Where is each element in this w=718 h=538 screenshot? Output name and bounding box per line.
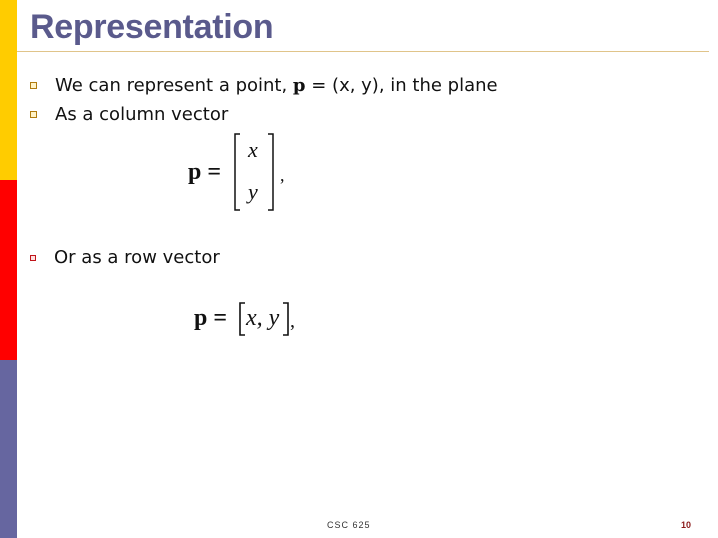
bullet-text-part: We can represent a point, — [55, 75, 293, 96]
bullet-text — [55, 75, 498, 96]
column-vector-x: x — [248, 137, 258, 162]
square-bullet-icon — [30, 82, 37, 89]
row-vector-content: x, y — [246, 305, 280, 331]
bullet-column-vector — [30, 104, 228, 125]
footer-page-number: 10 — [681, 520, 692, 530]
column-vector-y: y — [248, 179, 258, 204]
bullet-point-representation — [30, 75, 498, 96]
bullet-text: Or as a row vector — [54, 247, 220, 268]
bullet-row-vector — [30, 247, 220, 268]
title-divider — [17, 51, 709, 52]
square-bullet-icon — [30, 255, 36, 261]
column-vector-lhs: p = — [188, 159, 222, 185]
column-vector-comma: , — [280, 165, 285, 185]
bullet-text: As a column vector — [55, 104, 229, 125]
row-vector-equation — [194, 300, 314, 340]
left-accent-bar-blue — [0, 360, 17, 538]
bullet-text-part: = (x, y), in the plane — [305, 75, 498, 96]
slide-title: Representation — [30, 8, 274, 46]
row-vector-comma: , — [290, 310, 295, 332]
square-bullet-icon — [30, 111, 37, 118]
column-vector-equation — [188, 131, 298, 213]
left-accent-bar-yellow — [0, 0, 17, 180]
footer-course-label: CSC 625 — [327, 520, 371, 530]
left-accent-bar-red — [0, 180, 17, 360]
bullet-bold-p: p — [292, 75, 306, 96]
row-vector-lhs: p = — [194, 305, 228, 331]
